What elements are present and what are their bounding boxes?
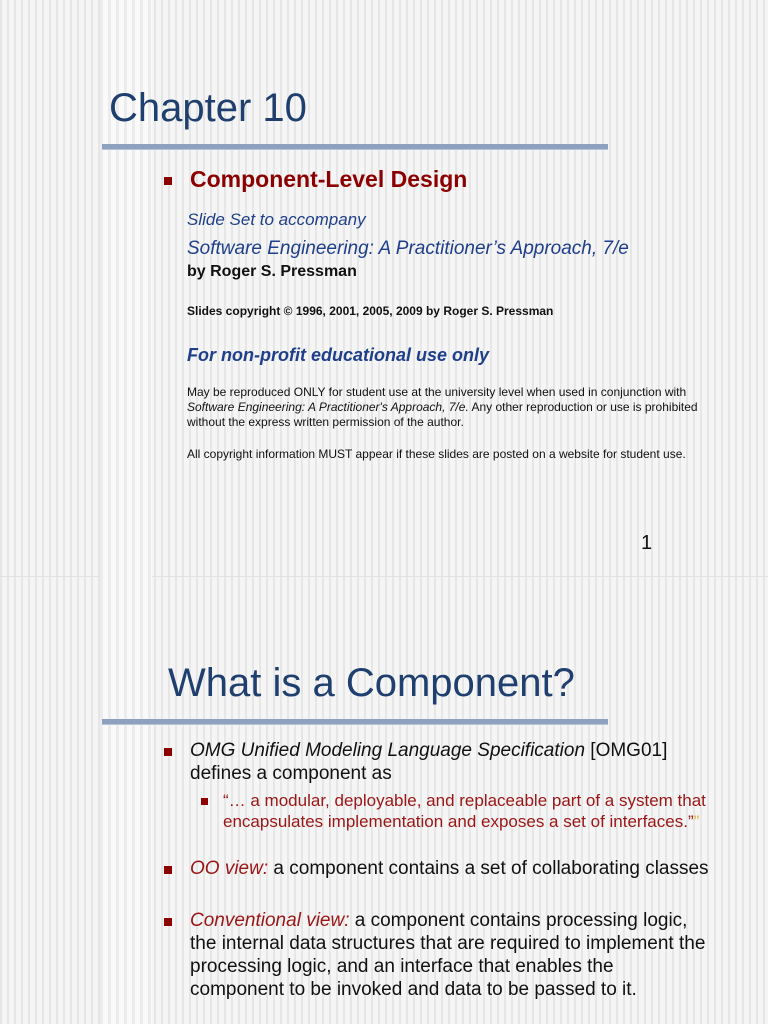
bullet-omg-definition [190, 739, 750, 785]
book-title: Software Engineering: A Practitioner’s Approach, 7/e [187, 238, 629, 259]
reproduction-book-title: Software Engineering: A Practitioner's Approach, 7/e. [187, 400, 469, 414]
conventional-view-text: a component contains processing logic, the internal data structures that are required to implement the processing logic, and an interface that enables the component to be invoked and data to be passed to it. [190, 910, 706, 1000]
conventional-view-label: Conventional view: [190, 910, 350, 931]
quote-text: “… a modular, deployable, and replaceable part of a system that encapsulates implementation and exposes a set of interfaces.” [223, 791, 706, 831]
reproduction-text-end: Any other reproduction or use is prohibited without the express written permission of the author. [187, 400, 698, 429]
omg-spec-title: OMG Unified Modeling Language Specification [190, 740, 586, 761]
reproduction-notice [187, 385, 707, 430]
title-rule [102, 144, 608, 150]
bullet-oo-view [190, 857, 720, 880]
slide-title: What is a Component? [168, 661, 575, 705]
oo-view-text: a component contains a set of collaborating classes [268, 858, 709, 879]
bullet-conventional-view [190, 909, 710, 1001]
slide-background-band [100, 576, 152, 1024]
bullet-square-icon [164, 866, 172, 874]
copyright-line: Slides copyright © 1996, 2001, 2005, 2009 by Roger S. Pressman [187, 304, 554, 318]
bullet-square-icon [164, 177, 172, 185]
omg-definition-lead: defines a component as [190, 763, 392, 784]
page-number: 1 [641, 532, 653, 554]
sub-bullet-square-icon [201, 798, 208, 805]
bullet-square-icon [164, 918, 172, 926]
bullet-square-icon [164, 748, 172, 756]
slide-set-text: Slide Set to accompany [187, 210, 366, 229]
slide-2 [0, 576, 768, 1024]
omg-reference: [OMG01] [585, 740, 668, 761]
oo-view-label: OO view: [190, 858, 269, 879]
author-line: by Roger S. Pressman [187, 263, 357, 280]
slide-heading: Component-Level Design [190, 166, 468, 192]
title-rule [102, 719, 608, 725]
nonprofit-notice: For non-profit educational use only [187, 345, 490, 365]
slide-title: Chapter 10 [109, 86, 307, 130]
quote-close-mark: ” [693, 812, 700, 831]
copyright-notice: All copyright information MUST appear if these slides are posted on a website for student use. [187, 447, 686, 461]
reproduction-text-start: May be reproduced ONLY for student use at the university level when used in conjunction with [187, 385, 687, 399]
component-definition-quote [223, 790, 723, 832]
